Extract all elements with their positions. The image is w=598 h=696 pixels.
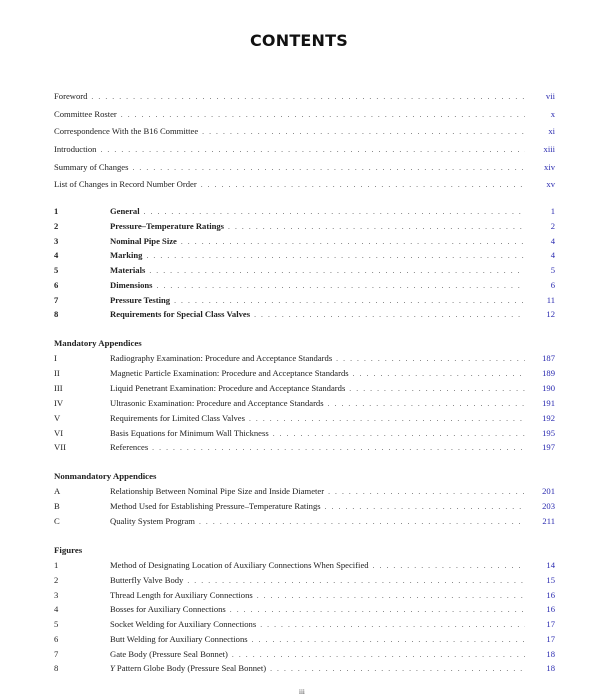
leader-dots <box>349 382 525 396</box>
entry-label: Magnetic Particle Examination: Procedure and Acceptance Standards <box>110 368 349 378</box>
figure-number: 1 <box>54 560 59 570</box>
toc-appendix-C[interactable] <box>54 514 556 528</box>
page-link[interactable]: 5 <box>550 265 555 275</box>
toc-entry-summary-of-changes[interactable] <box>54 160 556 174</box>
page-link[interactable]: 11 <box>546 295 555 305</box>
page-number-footer: iii <box>299 688 305 696</box>
appendix-number: VI <box>54 428 64 438</box>
page-link[interactable]: xiv <box>544 162 555 172</box>
entry-label: Butterfly Valve Body <box>110 575 184 585</box>
leader-dots <box>100 143 525 157</box>
page-link[interactable]: 18 <box>546 649 555 659</box>
leader-dots <box>328 397 525 411</box>
figure-number: 5 <box>54 619 59 629</box>
entry-label: Quality System Program <box>110 516 195 526</box>
toc-appendix-V[interactable] <box>54 411 556 425</box>
entry-label: Bosses for Auxiliary Connections <box>110 604 226 614</box>
entry-label: General <box>110 206 140 216</box>
entry-label: Nominal Pipe Size <box>110 236 177 246</box>
toc-appendix-II[interactable] <box>54 366 556 380</box>
toc-appendix-I[interactable] <box>54 351 556 365</box>
leader-dots <box>353 367 525 381</box>
entry-label: Radiography Examination: Procedure and Acceptance Standards <box>110 353 333 363</box>
entry-label: Method of Designating Location of Auxiliary Connections When Specified <box>110 560 369 570</box>
toc-appendix-III[interactable] <box>54 381 556 395</box>
toc-figure-7[interactable] <box>54 647 556 661</box>
leader-dots <box>121 108 525 122</box>
page-link[interactable]: 16 <box>546 590 555 600</box>
toc-figure-3[interactable] <box>54 588 556 602</box>
entry-label: Liquid Penetrant Examination: Procedure and Acceptance Standards <box>110 383 346 393</box>
entry-label: Gate Body (Pressure Seal Bonnet) <box>110 649 228 659</box>
entry-label: Marking <box>110 250 143 260</box>
entry-label: Summary of Changes <box>54 162 129 172</box>
entry-label: Basis Equations for Minimum Wall Thickness <box>110 428 269 438</box>
toc-section-6[interactable] <box>54 278 556 292</box>
page-link[interactable]: 197 <box>542 442 555 452</box>
page-link[interactable]: 14 <box>546 560 555 570</box>
page-link[interactable]: 211 <box>542 516 555 526</box>
toc-appendix-VII[interactable] <box>54 440 556 454</box>
page-link[interactable]: xi <box>548 126 555 136</box>
leader-dots <box>230 603 525 617</box>
toc-figure-1[interactable] <box>54 558 556 572</box>
entry-label: Pressure Testing <box>110 295 171 305</box>
leader-dots <box>260 618 525 632</box>
page-link[interactable]: 17 <box>546 619 555 629</box>
entry-label: Correspondence With the B16 Committee <box>54 126 199 136</box>
toc-figure-2[interactable] <box>54 573 556 587</box>
appendix-number: B <box>54 501 60 511</box>
page-link[interactable]: 16 <box>546 604 555 614</box>
page-title: CONTENTS <box>249 31 348 50</box>
figure-number: 6 <box>54 634 59 644</box>
entry-label: Introduction <box>54 144 97 154</box>
appendix-number: IV <box>54 398 64 408</box>
page-link[interactable]: x <box>550 109 555 119</box>
page-link[interactable]: 12 <box>546 309 555 319</box>
toc-entry-list-of-changes[interactable] <box>54 177 556 191</box>
leader-dots <box>199 515 525 529</box>
toc-figure-4[interactable] <box>54 602 556 616</box>
page-link[interactable]: 201 <box>542 486 555 496</box>
entry-label: Requirements for Limited Class Valves <box>110 413 245 423</box>
appendix-number: I <box>54 353 57 363</box>
appendix-number: V <box>54 413 61 423</box>
leader-dots <box>132 161 525 175</box>
figures-heading: Figures <box>54 545 83 555</box>
appendix-number: C <box>54 516 60 526</box>
leader-dots <box>232 648 525 662</box>
leader-dots <box>254 308 525 322</box>
leader-dots <box>270 662 525 676</box>
entry-label: Foreword <box>54 91 88 101</box>
entry-label: Method Used for Establishing Pressure–Temperature Ratings <box>110 501 321 511</box>
page-link[interactable]: 17 <box>546 634 555 644</box>
leader-dots <box>181 235 525 249</box>
leader-dots <box>252 633 525 647</box>
toc-entry-correspondence[interactable] <box>54 124 556 138</box>
figure-number: 8 <box>54 663 59 673</box>
toc-section-5[interactable] <box>54 263 556 277</box>
toc-entry-introduction[interactable] <box>54 142 556 156</box>
section-number: 2 <box>54 221 59 231</box>
entry-label: Thread Length for Auxiliary Connections <box>110 590 253 600</box>
toc-appendix-VI[interactable] <box>54 426 556 440</box>
leader-dots <box>249 412 525 426</box>
nonmandatory-appendices-heading: Nonmandatory Appendices <box>54 471 157 481</box>
leader-dots <box>146 249 525 263</box>
page-link[interactable]: 192 <box>542 413 555 423</box>
toc-entry-foreword[interactable] <box>54 89 556 103</box>
entry-label: Requirements for Special Class Valves <box>110 309 251 319</box>
page-link[interactable]: 6 <box>550 280 555 290</box>
page-link[interactable]: 4 <box>550 250 555 260</box>
page-link[interactable]: 2 <box>550 221 555 231</box>
entry-label: Socket Welding for Auxiliary Connections <box>110 619 257 629</box>
entry-label-italic: Y <box>110 663 115 673</box>
appendix-number: A <box>54 486 61 496</box>
appendix-number: VII <box>54 442 66 452</box>
entry-label: List of Changes in Record Number Order <box>54 179 197 189</box>
entry-label: References <box>110 442 149 452</box>
leader-dots <box>273 427 525 441</box>
page-link[interactable]: 189 <box>542 368 555 378</box>
section-number: 6 <box>54 280 59 290</box>
section-number: 3 <box>54 236 59 246</box>
page-link[interactable]: 190 <box>542 383 555 393</box>
entry-label: Dimensions <box>110 280 153 290</box>
page-link[interactable]: 18 <box>546 663 555 673</box>
leader-dots <box>187 574 525 588</box>
toc-entry-committee-roster[interactable] <box>54 107 556 121</box>
section-number: 8 <box>54 309 59 319</box>
leader-dots <box>257 589 525 603</box>
leader-dots <box>91 90 525 104</box>
appendix-number: III <box>54 383 63 393</box>
leader-dots <box>228 220 525 234</box>
entry-label: Pressure–Temperature Ratings <box>110 221 225 231</box>
entry-label <box>110 661 266 675</box>
figure-number: 4 <box>54 604 59 614</box>
toc-section-2[interactable] <box>54 219 556 233</box>
mandatory-appendices-heading: Mandatory Appendices <box>54 338 142 348</box>
toc-section-4[interactable] <box>54 248 556 262</box>
page-link[interactable]: 1 <box>550 206 555 216</box>
leader-dots <box>328 485 525 499</box>
page-link[interactable]: 187 <box>542 353 555 363</box>
toc-section-3[interactable] <box>54 234 556 248</box>
entry-label: Relationship Between Nominal Pipe Size and Inside Diameter <box>110 486 325 496</box>
leader-dots <box>201 178 525 192</box>
leader-dots <box>157 279 526 293</box>
page-link[interactable]: xv <box>546 179 555 189</box>
leader-dots <box>144 205 525 219</box>
entry-label: Committee Roster <box>54 109 117 119</box>
page-link[interactable]: 4 <box>550 236 555 246</box>
table-of-contents <box>54 0 556 695</box>
figure-number: 3 <box>54 590 59 600</box>
toc-figure-8[interactable] <box>54 661 556 675</box>
page-link[interactable]: 195 <box>542 428 555 438</box>
page-link[interactable]: 15 <box>546 575 555 585</box>
entry-label: Butt Welding for Auxiliary Connections <box>110 634 248 644</box>
toc-appendix-A[interactable] <box>54 484 556 498</box>
leader-dots <box>336 352 525 366</box>
toc-appendix-IV[interactable] <box>54 396 556 410</box>
section-number: 5 <box>54 265 59 275</box>
page-link[interactable]: 203 <box>542 501 555 511</box>
leader-dots <box>202 125 525 139</box>
section-number: 4 <box>54 250 59 260</box>
toc-section-8[interactable] <box>54 307 556 321</box>
appendix-number: II <box>54 368 60 378</box>
toc-section-1[interactable] <box>54 204 556 218</box>
leader-dots <box>325 500 525 514</box>
entry-label: Ultrasonic Examination: Procedure and Acceptance Standards <box>110 398 324 408</box>
leader-dots <box>373 559 525 573</box>
figure-number: 2 <box>54 575 59 585</box>
figure-number: 7 <box>54 649 59 659</box>
leader-dots <box>174 294 525 308</box>
page-link[interactable]: vii <box>545 91 555 101</box>
section-number: 1 <box>54 206 59 216</box>
toc-section-7[interactable] <box>54 293 556 307</box>
leader-dots <box>149 264 525 278</box>
toc-figure-5[interactable] <box>54 617 556 631</box>
toc-figure-6[interactable] <box>54 632 556 646</box>
toc-appendix-B[interactable] <box>54 499 556 513</box>
leader-dots <box>152 441 525 455</box>
page-link[interactable]: xiii <box>543 144 555 154</box>
page-link[interactable]: 191 <box>542 398 555 408</box>
entry-label: Materials <box>110 265 146 275</box>
section-number: 7 <box>54 295 59 305</box>
entry-label-rest: Pattern Globe Body (Pressure Seal Bonnet) <box>114 663 267 673</box>
